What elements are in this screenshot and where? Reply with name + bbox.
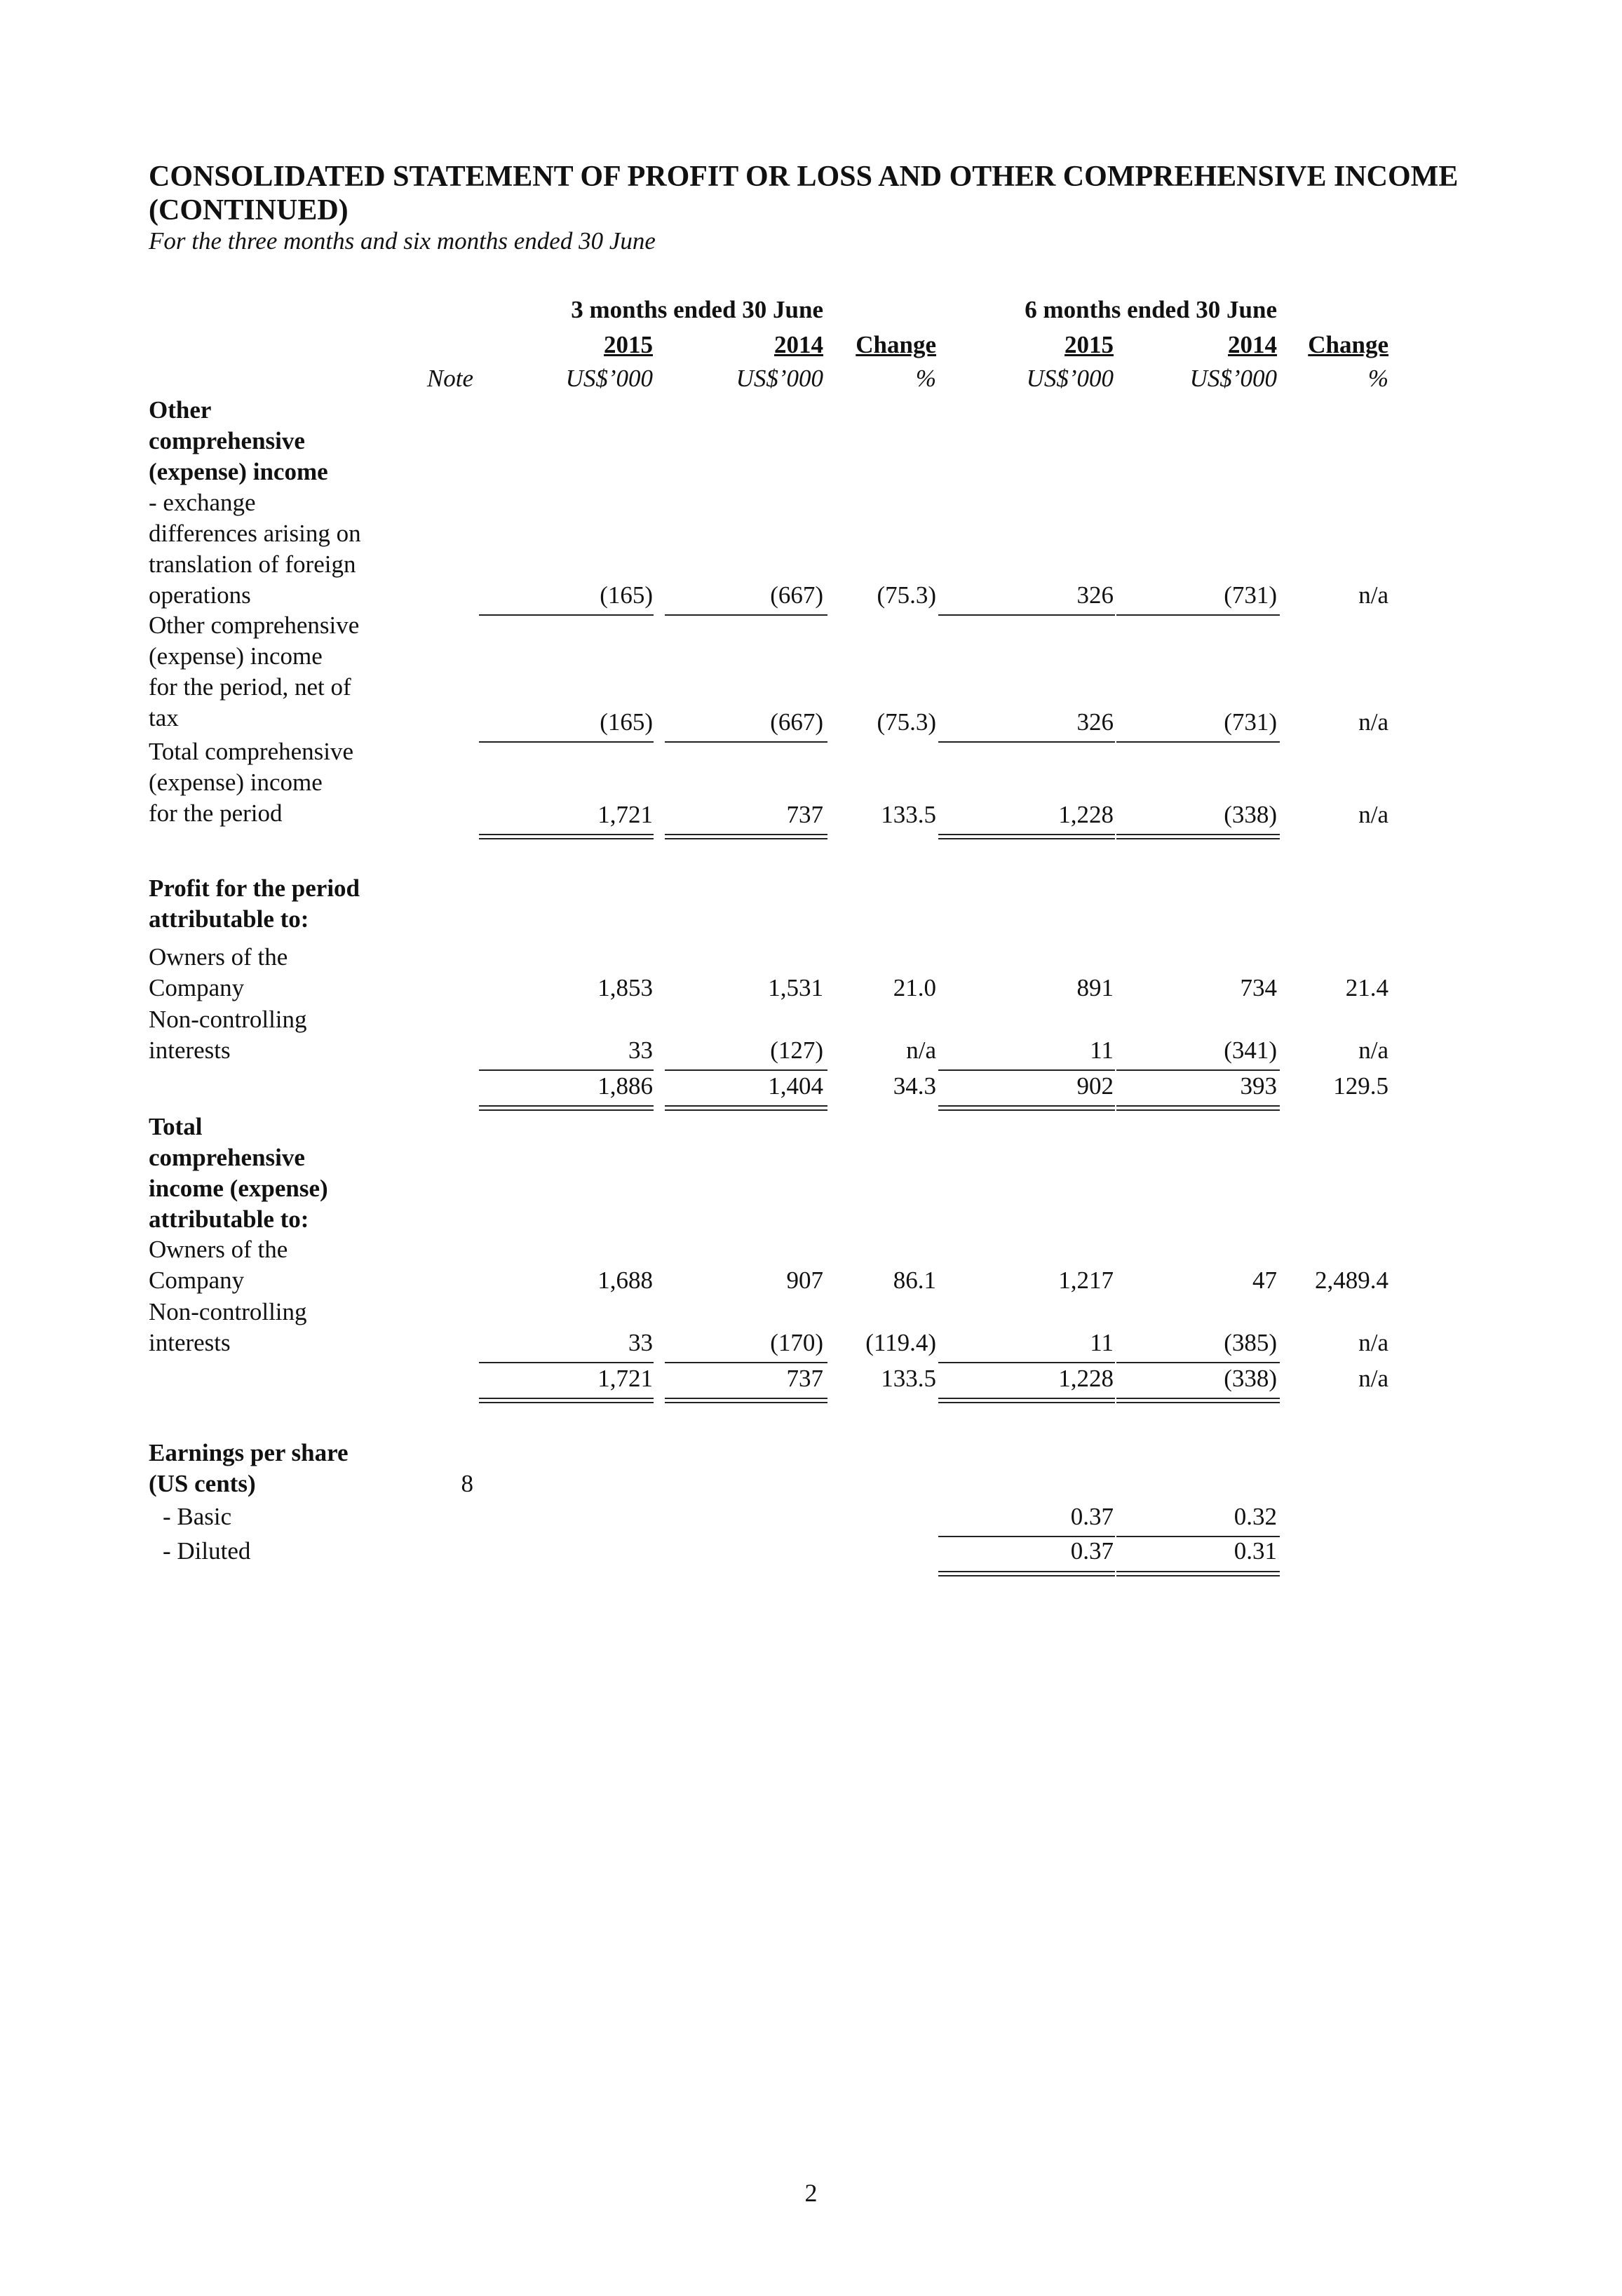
eps-note: 8 [461, 1470, 473, 1497]
row-label-profit-nci: interests [149, 1036, 231, 1064]
unit-header: % [915, 365, 936, 392]
row-tci-total-cell: 1,228 [1058, 801, 1114, 828]
page-number: 2 [804, 2179, 818, 2207]
row-label-oci-net: for the period, net of [149, 673, 351, 701]
row-label-oci-net: (expense) income [149, 642, 323, 670]
rule-tci-attr-total [479, 1398, 654, 1403]
section-tci: attributable to: [149, 1206, 309, 1233]
row-tci-nci-cell: 33 [628, 1329, 653, 1356]
row-exchange-cell: (667) [770, 581, 823, 609]
rule-oci-net [1116, 741, 1280, 743]
section-profit: Profit for the period [149, 874, 360, 902]
section-oci: (expense) income [149, 458, 328, 485]
row-oci-net-cell: 326 [1076, 708, 1114, 736]
row-exchange-cell: (731) [1224, 581, 1277, 609]
page-title: CONSOLIDATED STATEMENT OF PROFIT OR LOSS AND OTHER COMPREHENSIVE INCOME (CONTINUED) [149, 161, 1459, 227]
row-profit-owners-cell: 734 [1240, 974, 1277, 1001]
row-tci-nci-cell: n/a [1358, 1329, 1388, 1356]
row-tci-attr-total-cell: 737 [786, 1365, 823, 1392]
row-profit-nci-cell: (341) [1224, 1036, 1277, 1064]
unit-header: US$’000 [565, 365, 653, 392]
row-tci-owners-cell: 1,688 [597, 1267, 653, 1294]
row-profit-owners-cell: 891 [1076, 974, 1114, 1001]
row-label-profit-nci: Non-controlling [149, 1006, 307, 1033]
row-label-tci-owners: Company [149, 1267, 245, 1294]
row-profit-total-cell: 1,404 [768, 1072, 823, 1100]
rule-oci-net [938, 741, 1115, 743]
row-tci-attr-total-cell: 133.5 [881, 1365, 936, 1392]
section-eps: Earnings per share [149, 1439, 349, 1466]
row-oci-net-cell: (667) [770, 708, 823, 736]
row-label-exchange: operations [149, 581, 251, 609]
row-eps-diluted-cell: 0.37 [1070, 1537, 1114, 1565]
row-eps-basic-cell: 0.32 [1234, 1503, 1277, 1530]
rule-eps-diluted [938, 1571, 1115, 1576]
row-tci-nci-cell: (119.4) [865, 1329, 936, 1356]
row-label-eps-basic: - Basic [163, 1503, 232, 1530]
row-label-exchange: translation of foreign [149, 551, 356, 578]
unit-header: % [1367, 365, 1388, 392]
row-profit-nci-cell: n/a [906, 1036, 936, 1064]
rule-profit-total [479, 1105, 654, 1111]
row-label-tci-nci: interests [149, 1329, 231, 1356]
row-tci-nci-cell: (170) [770, 1329, 823, 1356]
row-tci-total-cell: (338) [1224, 801, 1277, 828]
row-profit-total-cell: 34.3 [893, 1072, 936, 1100]
rule-tci-total [665, 834, 827, 839]
row-exchange-cell: 326 [1076, 581, 1114, 609]
row-tci-nci-cell: 11 [1090, 1329, 1114, 1356]
row-tci-total-cell: 1,721 [597, 801, 653, 828]
row-oci-net-cell: (731) [1224, 708, 1277, 736]
row-profit-nci-cell: n/a [1358, 1036, 1388, 1064]
column-header: 2014 [1228, 331, 1277, 358]
row-oci-net-cell: n/a [1358, 708, 1388, 736]
row-profit-total-cell: 1,886 [597, 1072, 653, 1100]
rule-tci-total [938, 834, 1115, 839]
section-eps: (US cents) [149, 1470, 256, 1497]
row-tci-owners-cell: 86.1 [893, 1267, 936, 1294]
row-label-tci-total: (expense) income [149, 769, 323, 796]
row-oci-net-cell: (75.3) [877, 708, 936, 736]
page-subtitle: For the three months and six months ended 30 June [149, 227, 656, 255]
rule-profit-total [938, 1105, 1115, 1111]
row-label-oci-net: tax [149, 704, 179, 731]
row-label-tci-total: Total comprehensive [149, 738, 354, 765]
row-tci-total-cell: n/a [1358, 801, 1388, 828]
row-oci-net-cell: (165) [600, 708, 653, 736]
row-tci-owners-cell: 47 [1252, 1267, 1277, 1294]
rule-exchange [479, 614, 654, 616]
rule-oci-net [479, 741, 654, 743]
rule-exchange [665, 614, 827, 616]
rule-profit-total [1116, 1105, 1280, 1111]
row-tci-owners-cell: 1,217 [1058, 1267, 1114, 1294]
row-profit-total-cell: 129.5 [1333, 1072, 1388, 1100]
rule-tci-total [1116, 834, 1280, 839]
rule-profit-total [665, 1105, 827, 1111]
row-label-profit-owners: Owners of the [149, 943, 288, 971]
header-3-months: 3 months ended 30 June [571, 296, 823, 323]
row-label-tci-nci: Non-controlling [149, 1298, 307, 1325]
column-header: Change [1308, 331, 1388, 358]
header-6-months: 6 months ended 30 June [1025, 296, 1277, 323]
section-oci: Other [149, 396, 212, 424]
row-profit-owners-cell: 1,853 [597, 974, 653, 1001]
rule-tci-attr-total [665, 1398, 827, 1403]
row-profit-owners-cell: 21.4 [1345, 974, 1388, 1001]
rule-tci-attr-total [1116, 1398, 1280, 1403]
row-tci-attr-total-cell: 1,721 [597, 1365, 653, 1392]
section-profit: attributable to: [149, 905, 309, 933]
rule-exchange [938, 614, 1115, 616]
column-header: 2015 [1065, 331, 1114, 358]
row-profit-owners-cell: 1,531 [768, 974, 823, 1001]
unit-header: US$’000 [1189, 365, 1277, 392]
row-label-exchange: - exchange [149, 489, 256, 516]
row-label-oci-net: Other comprehensive [149, 612, 360, 639]
rule-tci-total [479, 834, 654, 839]
rule-oci-net [665, 741, 827, 743]
row-eps-diluted-cell: 0.31 [1234, 1537, 1277, 1565]
rule-exchange [1116, 614, 1280, 616]
column-header: Change [856, 331, 936, 358]
rule-tci-attr-total [938, 1398, 1115, 1403]
unit-header: US$’000 [1026, 365, 1114, 392]
section-tci: Total [149, 1113, 203, 1140]
row-tci-nci-cell: (385) [1224, 1329, 1277, 1356]
row-profit-nci-cell: 33 [628, 1036, 653, 1064]
row-label-tci-total: for the period [149, 799, 283, 827]
row-profit-total-cell: 902 [1076, 1072, 1114, 1100]
row-tci-attr-total-cell: n/a [1358, 1365, 1388, 1392]
row-label-tci-owners: Owners of the [149, 1236, 288, 1263]
section-tci: income (expense) [149, 1175, 328, 1202]
row-exchange-cell: n/a [1358, 581, 1388, 609]
rule-eps-diluted [1116, 1571, 1280, 1576]
column-header: 2014 [774, 331, 823, 358]
row-exchange-cell: (165) [600, 581, 653, 609]
note-header: Note [426, 365, 473, 392]
row-label-profit-owners: Company [149, 974, 245, 1001]
row-tci-total-cell: 737 [786, 801, 823, 828]
row-tci-total-cell: 133.5 [881, 801, 936, 828]
row-tci-attr-total-cell: 1,228 [1058, 1365, 1114, 1392]
row-profit-nci-cell: (127) [770, 1036, 823, 1064]
row-eps-basic-cell: 0.37 [1070, 1503, 1114, 1530]
section-tci: comprehensive [149, 1144, 305, 1171]
row-profit-total-cell: 393 [1240, 1072, 1277, 1100]
row-label-eps-diluted: - Diluted [163, 1537, 251, 1565]
row-tci-owners-cell: 2,489.4 [1315, 1267, 1388, 1294]
row-tci-owners-cell: 907 [786, 1267, 823, 1294]
unit-header: US$’000 [736, 365, 823, 392]
row-profit-owners-cell: 21.0 [893, 974, 936, 1001]
row-tci-attr-total-cell: (338) [1224, 1365, 1277, 1392]
row-exchange-cell: (75.3) [877, 581, 936, 609]
row-profit-nci-cell: 11 [1090, 1036, 1114, 1064]
row-label-exchange: differences arising on [149, 520, 361, 547]
section-oci: comprehensive [149, 427, 305, 454]
column-header: 2015 [604, 331, 653, 358]
